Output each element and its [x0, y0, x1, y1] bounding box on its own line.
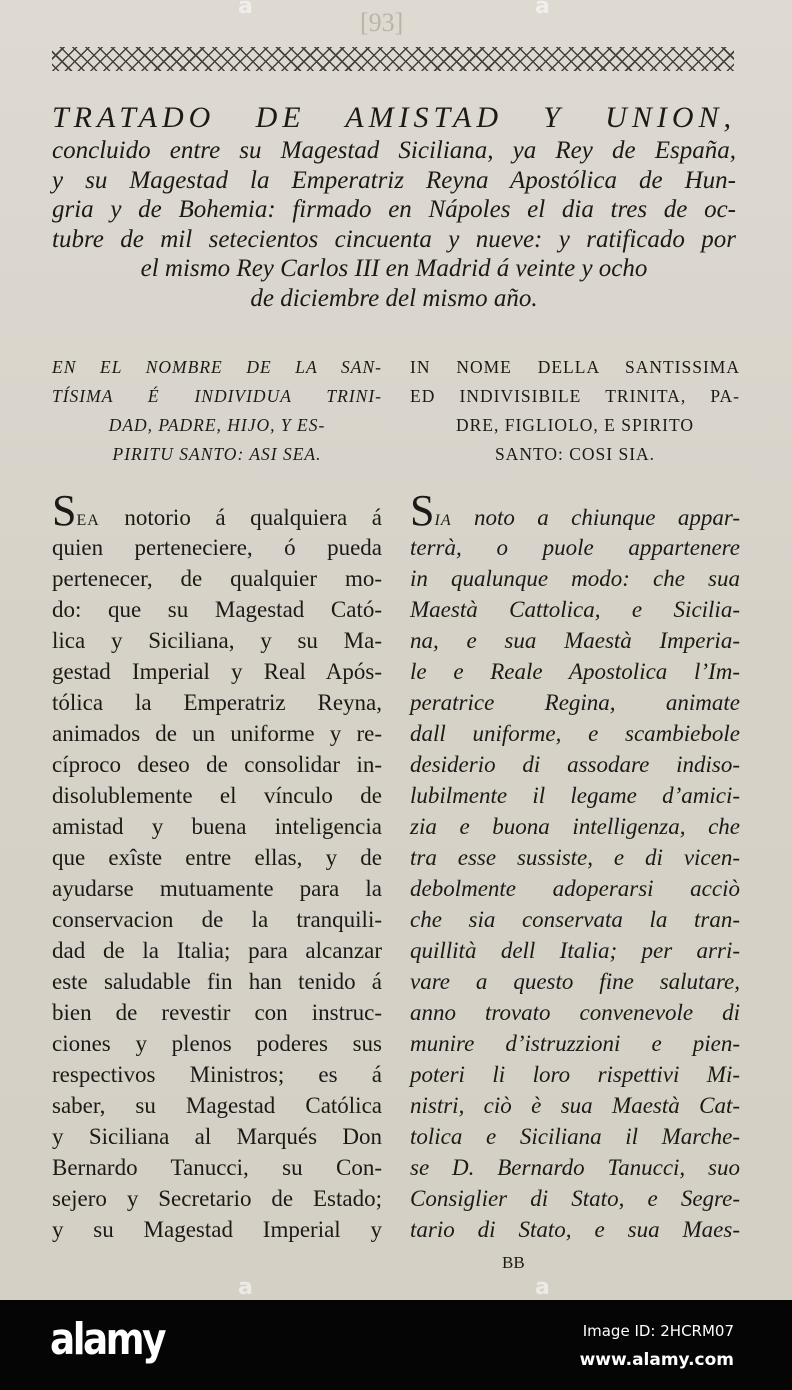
body-italian: [410, 486, 740, 1245]
body-line: Consiglier di Stato, e Segre-: [410, 1186, 740, 1211]
body-text: notorio á qualquiera á: [99, 505, 382, 530]
body-line: na, e sua Maestà Imperia-: [410, 628, 740, 653]
body-line: se D. Bernardo Tanucci, suo: [410, 1155, 740, 1180]
alamy-logo: alamy: [50, 1314, 164, 1365]
body-line: do: que su Magestad Cató-: [52, 597, 382, 622]
body-line: anno trovato convenevole di: [410, 1000, 740, 1025]
drop-cap: S: [410, 486, 435, 535]
site-url: www.alamy.com: [579, 1350, 734, 1370]
invocation-line: TÍSIMA É INDIVIDUA TRINI-: [52, 386, 382, 406]
watermark-glyph: a: [238, 1275, 253, 1300]
body-line: amistad y buena inteligencia: [52, 814, 382, 839]
title-line: el mismo Rey Carlos III en Madrid á veinte y ocho: [140, 255, 648, 282]
body-line: desiderio di assodare indiso-: [410, 752, 740, 777]
body-line: tolica e Siciliana il Marche-: [410, 1124, 740, 1149]
body-line: lica y Siciliana, y su Ma-: [52, 628, 382, 653]
body-line: bien de revestir con instruc-: [52, 1000, 382, 1025]
invocation-line: ED INDIVISIBILE TRINITA, PA-: [410, 386, 740, 406]
invocation-italian: [410, 353, 740, 469]
body-line: disolublemente el vínculo de: [52, 783, 382, 808]
body-line: ciones y plenos poderes sus: [52, 1031, 382, 1056]
watermark-glyph: a: [535, 1275, 550, 1300]
body-spanish: [52, 486, 382, 1245]
image-id: Image ID: 2HCRM07: [582, 1322, 734, 1340]
title-line: y su Magestad la Emperatriz Reyna Apostólica de Hun-: [52, 166, 736, 194]
body-line: tra esse sussiste, e di vicen-: [410, 845, 740, 870]
body-line: [52, 486, 382, 535]
body-line: debolmente adoperarsi acciò: [410, 876, 740, 901]
body-line: che sia conservata la tran-: [410, 907, 740, 932]
signature-mark: BB: [502, 1253, 525, 1272]
body-line: quillità dell Italia; per arri-: [410, 938, 740, 963]
body-line: sejero y Secretario de Estado;: [52, 1186, 382, 1211]
body-line: [410, 486, 740, 535]
title-line: concluido entre su Magestad Siciliana, ya Rey de España,: [52, 137, 736, 164]
invocation-line: IN NOME DELLA SANTISSIMA: [410, 357, 740, 377]
small-caps: EA: [76, 512, 100, 529]
body-line: cíproco deseo de consolidar in-: [52, 752, 382, 777]
body-line: saber, su Magestad Católica: [52, 1093, 382, 1118]
invocation-line: PIRITU SANTO: ASI SEA.: [112, 444, 322, 464]
body-line: vare a questo fine salutare,: [410, 969, 740, 994]
invocation-line: DRE, FIGLIOLO, E SPIRITO: [455, 415, 695, 435]
body-line: tario di Stato, e sua Maes-: [410, 1217, 740, 1242]
title-line: tubre de mil setecientos cincuenta y nueve: y ratificado por: [52, 225, 736, 253]
body-line: dall uniforme, e scambiebole: [410, 721, 740, 746]
body-line: zia e buona intelligenza, che: [410, 814, 740, 839]
body-line: poteri li loro rispettivi Mi-: [410, 1062, 740, 1087]
body-line: terrà, o puole appartenere: [410, 535, 740, 560]
body-line: y su Magestad Imperial y: [52, 1217, 382, 1242]
invocation-line: DAD, PADRE, HIJO, Y ES-: [108, 415, 326, 435]
small-caps: IA: [434, 512, 452, 529]
body-line: quien perteneciere, ó pueda: [52, 535, 382, 560]
body-line: tólica la Emperatriz Reyna,: [52, 690, 382, 715]
body-line: nistri, ciò è sua Maestà Cat-: [410, 1093, 740, 1118]
body-line: munire d’istruzzioni e pien-: [410, 1031, 740, 1056]
body-line: in qualunque modo: che sua: [410, 566, 740, 591]
invocation-line: EN EL NOMBRE DE LA SAN-: [52, 357, 382, 377]
body-line: respectivos Ministros; es á: [52, 1062, 382, 1087]
body-line: y Siciliana al Marqués Don: [52, 1124, 382, 1149]
body-line: este saludable fin han tenido á: [52, 969, 382, 994]
body-line: ayudarse mutuamente para la: [52, 876, 382, 901]
body-line: animados de un uniforme y re-: [52, 721, 382, 746]
body-line: le e Reale Apostolica l’Im-: [410, 659, 740, 684]
title-line: TRATADO DE AMISTAD Y UNION,: [52, 101, 736, 134]
invocation-spanish: [52, 353, 382, 469]
body-line: conservacion de la tranquili-: [52, 907, 382, 932]
page-number: [93]: [360, 8, 404, 37]
body-line: lubilmente il legame d’amici-: [410, 783, 740, 808]
body-line: Maestà Cattolica, e Sicilia-: [410, 597, 740, 622]
body-line: Bernardo Tanucci, su Con-: [52, 1155, 382, 1180]
body-line: pertenecer, de qualquier mo-: [52, 566, 382, 591]
body-line: que exîste entre ellas, y de: [52, 845, 382, 870]
body-line: gestad Imperial y Real Após-: [52, 659, 382, 684]
watermark-glyph: a: [238, 0, 253, 19]
invocation-line: SANTO: COSI SIA.: [494, 444, 656, 464]
watermark-glyph: a: [535, 0, 550, 19]
decorative-border-ornament: [52, 47, 734, 71]
treaty-title: [52, 100, 736, 313]
drop-cap: S: [52, 486, 77, 535]
stock-footer: [0, 1300, 792, 1390]
title-line: gria y de Bohemia: firmado en Nápoles el dia tres de oc-: [52, 196, 736, 223]
title-line: de diciembre del mismo año.: [250, 284, 538, 312]
body-line: dad de la Italia; para alcanzar: [52, 938, 382, 963]
body-line: peratrice Regina, animate: [410, 690, 740, 715]
body-text: noto a chiunque appar-: [451, 505, 740, 530]
